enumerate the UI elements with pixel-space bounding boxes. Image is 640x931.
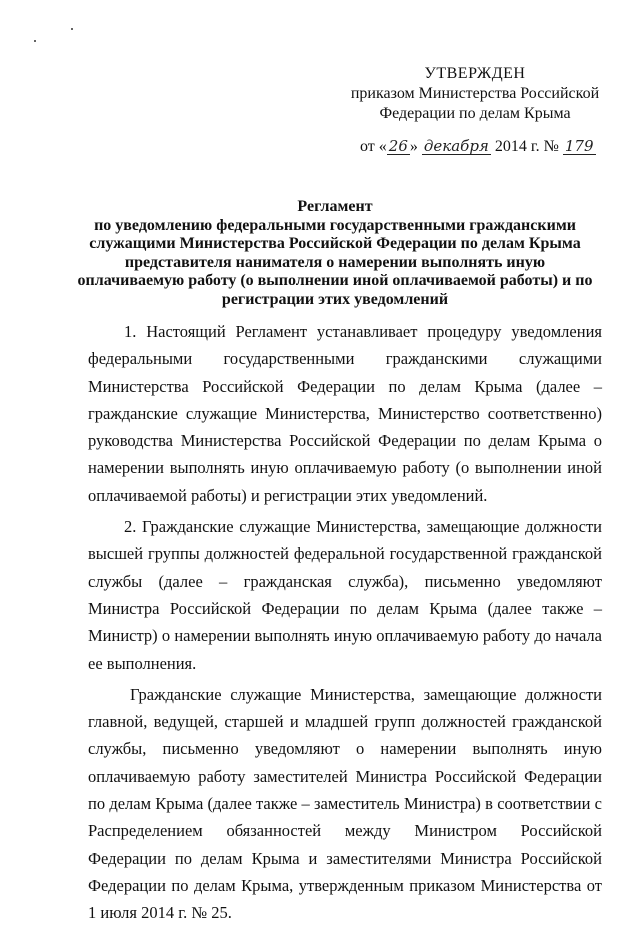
order-prefix: от « bbox=[360, 138, 387, 155]
approval-line-1: приказом Министерства Российской bbox=[350, 85, 600, 102]
order-mid: » bbox=[409, 138, 418, 155]
document-body bbox=[88, 318, 602, 931]
order-date-line bbox=[360, 136, 600, 158]
paragraph-3: Гражданские служащие Министерства, замещающие должности главной, ведущей, старшей и младшей групп должностей гражданской службы, письменно уведомляют о намерении выполнять иную оплачиваемую работу заместителей Министра Российской Федерации по делам Крыма (далее также – заместитель Министра) в соответствии с Распределением обязанностей между Министром Российской Федерации по делам Крыма и заместителями Министра Российской Федерации по делам Крыма, утвержденным приказом Министерства от 1 июля 2014 г. № 25. bbox=[88, 684, 602, 923]
title-subheading: по уведомлению федеральными государственными гражданскими служащими Министерства Российской Федерации по делам Крыма представителя нанимателя о намерении выполнять иную оплачиваемую работу (о выполнении иной оплачиваемой работы) и по регистрации этих уведомлений bbox=[77, 216, 593, 308]
order-number: 179 bbox=[564, 137, 594, 155]
order-month: декабря bbox=[423, 137, 489, 155]
document-title bbox=[70, 198, 600, 309]
scan-speck bbox=[71, 28, 73, 30]
title-heading: Регламент bbox=[297, 198, 373, 215]
order-day: 26 bbox=[388, 137, 408, 155]
paragraph-1: 1. Настоящий Регламент устанавливает процедуру уведомления федеральными государственными гражданскими служащими Министерства Российской Федерации по делам Крыма (далее – гражданские служащие Министерства, Министерство соответственно) руководства Министерства Российской Федерации по делам Крыма о намерении выполнять иную оплачиваемую работу (о выполнении иной оплачиваемой работы) и регистрации этих уведомлений. bbox=[88, 322, 602, 505]
order-year: 2014 г. № bbox=[494, 138, 559, 155]
paragraph-2: 2. Гражданские служащие Министерства, замещающие должности высшей группы должностей федеральной государственной гражданской службы (далее – гражданская служба), письменно уведомляют Министра Российской Федерации по делам Крыма (далее также – Министр) о намерении выполнять иную оплачиваемую работу до начала ее выполнения. bbox=[88, 517, 602, 673]
approval-line-2: Федерации по делам Крыма bbox=[379, 105, 571, 122]
approval-block bbox=[340, 64, 610, 124]
approval-stamp-title: УТВЕРЖДЕН bbox=[424, 65, 526, 82]
scan-speck bbox=[34, 40, 36, 42]
